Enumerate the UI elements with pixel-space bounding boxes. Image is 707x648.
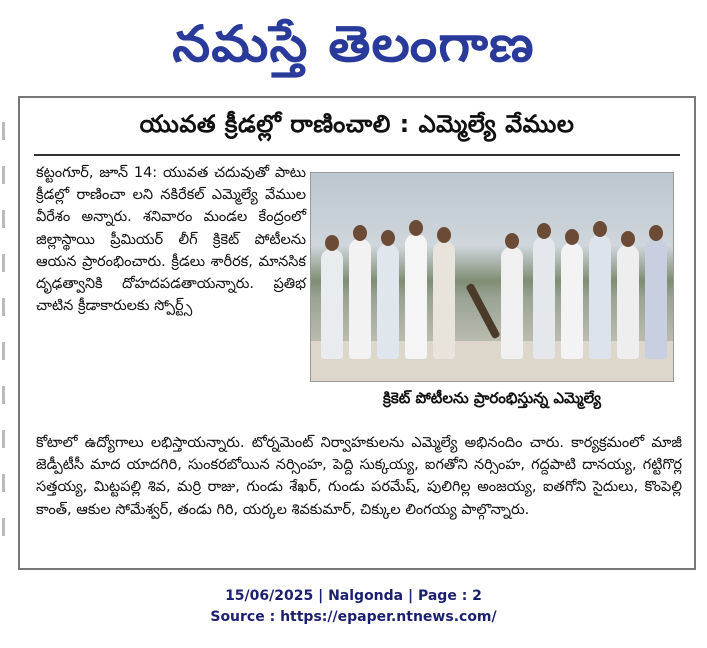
cricket-photo	[310, 172, 674, 382]
edition-info: 15/06/2025 | Nalgonda | Page : 2	[225, 588, 482, 604]
article-column-text	[36, 162, 306, 317]
source-link[interactable]: Source : https://epaper.ntnews.com/	[210, 609, 497, 625]
crowd-figure	[349, 239, 371, 359]
crowd-head	[649, 225, 663, 241]
crowd-figure	[433, 241, 455, 359]
crowd-figure	[561, 243, 583, 359]
crowd-figure	[645, 239, 667, 359]
column-paragraph: కట్టంగూర్, జూన్ 14: యువత చదువుతో పాటు క్రీడల్లో రాణించా లని నకిరేకల్ ఎమ్మెల్యే వేముల వీరేశం అన్నారు. శనివారం మండల కేంద్రంలో జిల్లాస్థాయి ప్రీమియర్ లీగ్ క్రికెట్ పోటీలను ఆయన ప్రారంభించారు. క్రీడలు శారీరక, మానసిక దృఢత్వానికి దోహదపడతాయన్నారు. ప్రతిభ చాటిన క్రీడాకారులకు స్పోర్ట్స్	[36, 165, 306, 315]
crowd-head	[621, 231, 635, 247]
full-width-paragraph: కోటాలో ఉద్యోగాలు లభిస్తాయన్నారు. టోర్నమెంట్ నిర్వాహకులను ఎమ్మెల్యే అభినందిం చారు. కార్యక్రమంలో మాజీ జెడ్పీటీసీ మాద యాదగిరి, సుంకరబోయిన నర్సింహ, పెద్ది సుక్కయ్య, ఐగతోని నర్సింహ, గద్దపాటి దానయ్య, గట్టిగొర్ల సత్తయ్య, మిట్టపల్లి శివ, మర్రి రాజు, గుండు శేఖర్, గుండు పరమేష్, పులిగిల్ల అంజయ్య, ఐతగోని సైదులు, కొంపెల్లి కాంత్, ఆకుల సోమేశ్వర్, తండు గిరి, యర్కల శివకుమార్, చిక్కుల లింగయ్య పాల్గొన్నారు.	[36, 435, 682, 518]
crowd-figure	[377, 244, 399, 359]
crowd-head	[437, 227, 451, 243]
crowd-figure	[321, 249, 343, 359]
news-clipping	[18, 96, 696, 570]
crowd-head	[381, 230, 395, 246]
batsman-head	[505, 233, 519, 249]
headline-rule	[34, 154, 680, 156]
cricket-bat	[465, 283, 500, 340]
crowd-head	[325, 235, 339, 251]
newspaper-masthead: నమస్తే తెలంగాణ	[172, 14, 535, 73]
crowd-figure	[617, 245, 639, 359]
article-full-width-text	[36, 432, 682, 521]
crowd-head	[353, 225, 367, 241]
crowd-head	[565, 229, 579, 245]
photo-caption: క్రికెట్ పోటీలను ప్రారంభిస్తున్న ఎమ్మెల్యే	[383, 389, 601, 407]
crowd-head	[409, 220, 423, 236]
batsman-figure	[501, 247, 523, 359]
crowd-head	[593, 221, 607, 237]
crowd-figure	[405, 234, 427, 359]
crowd-head	[537, 223, 551, 239]
article-headline: యువత క్రీడల్లో రాణించాలి : ఎమ్మెల్యే వేముల	[139, 110, 575, 138]
page-edge-marks	[0, 96, 8, 570]
crowd-figure	[533, 237, 555, 359]
crowd-figure	[589, 235, 611, 359]
